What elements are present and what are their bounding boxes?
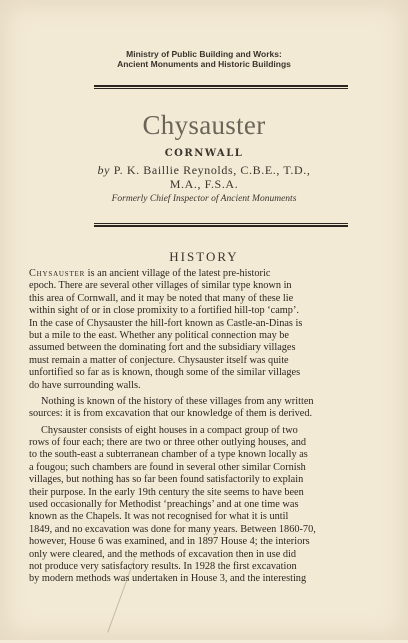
paragraph-1-line: must remain a matter of conjecture. Chysauster itself was quite (29, 354, 289, 366)
paragraph-1-line: In the case of Chysauster the hill-fort known as Castle-an-Dinas is (29, 317, 303, 329)
author-name: P. K. Baillie Reynolds, C.B.E., T.D., (113, 163, 311, 177)
publisher-line-1: Ministry of Public Building and Works: (126, 49, 282, 59)
paragraph-3-line: known as the Chapels. It was not recognised for what it is until (29, 511, 289, 523)
author-line-2: M.A., F.S.A. (169, 177, 239, 191)
paragraph-3-line: their purpose. In the early 19th century the site seems to have been (29, 486, 304, 498)
paragraph-3-line: by modern methods was undertaken in House 3, and the interesting (29, 573, 307, 585)
publisher-line-2: Ancient Monuments and Historic Buildings (117, 59, 291, 69)
paragraph-3-line: to the south-east a subterranean chamber of a type known locally as (29, 449, 308, 461)
author-role: Formerly Chief Inspector of Ancient Monuments (111, 194, 297, 204)
paragraph-1-line: do have surrounding walls. (29, 379, 141, 391)
paragraph-1-line: assumed between the dominating fort and the subsidiary villages (29, 342, 296, 354)
paragraph-1-line: but a mile to the east. Whether any political connection may be (29, 329, 290, 341)
paragraph-1-line: within sight of or in close promixity to a fortified hill-top ‘camp’. (29, 305, 299, 317)
author-by: by (97, 163, 111, 177)
paragraph-2-line: sources: it is from excavation that our knowledge of them is derived. (29, 408, 313, 420)
paragraph-1-line: epoch. There are several other villages of similar type known in (29, 280, 292, 292)
author-line-1 (0, 163, 408, 178)
paragraph-2-line: Nothing is known of the history of these villages from any written (41, 395, 314, 407)
paragraph-1-line: this area of Cornwall, and it may be noted that many of these lie (29, 292, 294, 304)
paragraph-3-line: 1849, and no excavation was done for many years. Between 1860-70, (29, 523, 316, 535)
top-double-rule (94, 85, 348, 89)
paragraph-3-line: however, House 6 was examined, and in 1897 House 4; the interiors (29, 536, 310, 548)
paragraph-3-line: Chysauster consists of eight houses in a compact group of two (41, 424, 298, 436)
paragraph-1-line: Chysauster is an ancient village of the latest pre-historic (29, 268, 271, 279)
lead-word: Chysauster (29, 268, 86, 279)
body-text (29, 268, 366, 586)
section-heading: HISTORY (169, 249, 239, 264)
paragraph-3-line: rows of four each; there are two or three other outlying houses, and (29, 437, 307, 449)
bottom-double-rule (94, 223, 348, 227)
paragraph-3-line: only were cleared, and the methods of excavation then in use did (29, 548, 297, 560)
paragraph-3-line: a fougou; such chambers are found in several other similar Cornish (29, 461, 306, 473)
county-subtitle: CORNWALL (164, 148, 244, 159)
paragraph-3-line: not produce very satisfactory results. In 1928 the first excavation (29, 560, 297, 572)
paragraph-1-line: unfortified so far as is known, though some of the similar villages (29, 367, 301, 379)
document-title: Chysauster (142, 110, 266, 140)
paragraph-3-line: villages, but nothing has so far been found satisfactorily to explain (29, 474, 304, 486)
paragraph-3-line: used occasionally for Methodist ‘preachings’ and at one time was (29, 499, 299, 511)
